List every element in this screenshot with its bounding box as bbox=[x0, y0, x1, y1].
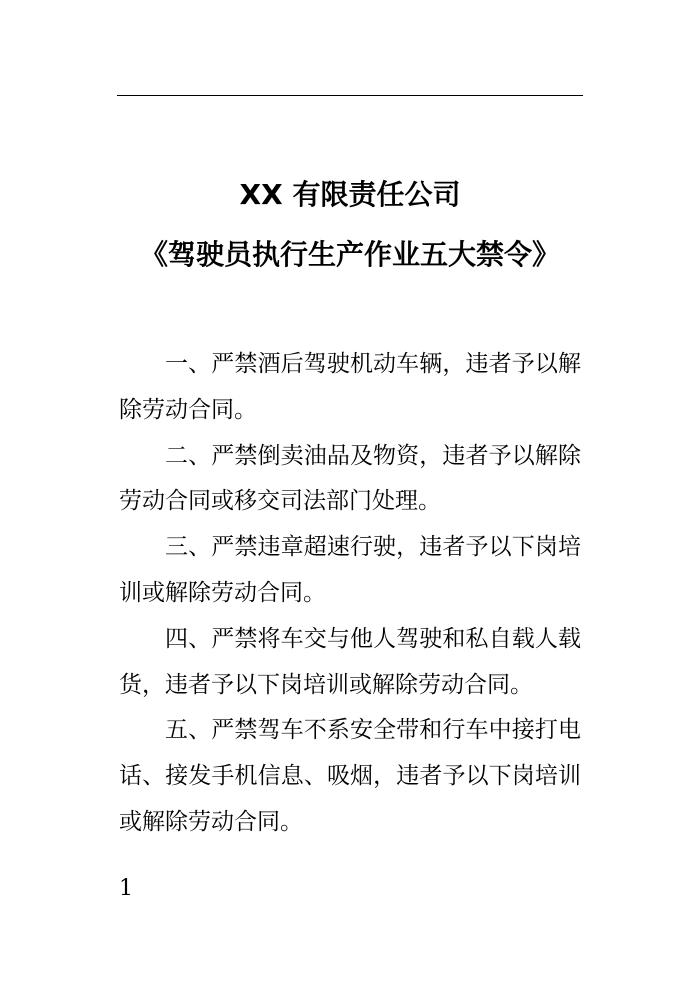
rule-item: 四、严禁将车交与他人驾驶和私自载人载货，违者予以下岗培训或解除劳动合同。 bbox=[119, 625, 581, 698]
rule-item: 一、严禁酒后驾驶机动车辆，违者予以解除劳动合同。 bbox=[119, 351, 581, 423]
rule-item: 二、严禁倒卖油品及物资，违者予以解除劳动合同或移交司法部门处理。 bbox=[119, 442, 581, 515]
document-title: 《驾驶员执行生产作业五大禁令》 bbox=[139, 238, 560, 271]
rule-item: 五、严禁驾车不系安全带和行车中接打电话、接发手机信息、吸烟，违者予以下岗培训或解除劳动合同。 bbox=[119, 717, 581, 835]
rules-list bbox=[119, 342, 581, 846]
page-number: 1 bbox=[119, 876, 133, 901]
rule-item: 三、严禁违章超速行驶，违者予以下岗培训或解除劳动合同。 bbox=[119, 534, 581, 606]
header-divider bbox=[117, 95, 583, 96]
company-title: XX 有限责任公司 bbox=[239, 178, 461, 211]
